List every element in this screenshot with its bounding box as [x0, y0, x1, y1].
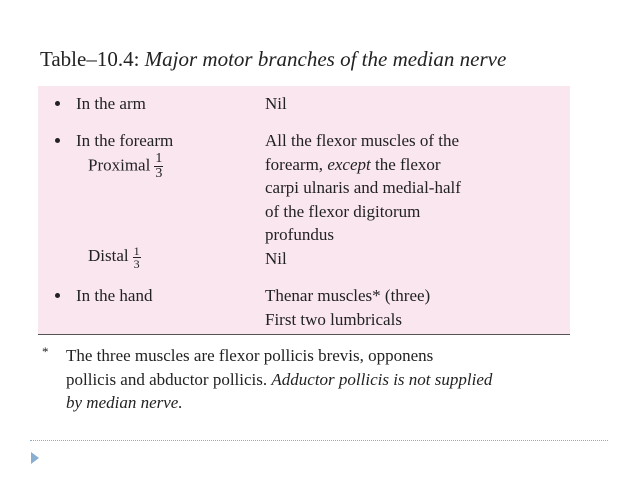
row-forearm-label: In the forearm — [76, 131, 174, 150]
proximal-text: Proximal — [88, 155, 151, 175]
bullet-icon — [55, 293, 60, 298]
forearm-value-line-3: carpi ulnaris and medial-half — [265, 178, 461, 197]
footnote-marker: * — [42, 344, 49, 359]
row-proximal-label — [88, 152, 163, 181]
forearm-value-line-5: profundus — [265, 225, 334, 244]
footnote-line2-a: pollicis and abductor pollicis. — [66, 369, 272, 389]
footnote-line2-b: Adductor pollicis is not supplied — [271, 369, 493, 389]
table-title — [40, 47, 506, 72]
forearm-value-line-1: All the flexor muscles of the — [265, 131, 460, 150]
distal-fraction — [133, 245, 141, 270]
distal-text: Distal — [88, 246, 129, 265]
fraction-denominator: 3 — [155, 166, 163, 181]
forearm-line2-a: forearm, — [265, 154, 328, 174]
table-bottom-rule — [38, 334, 570, 335]
table-number: Table–10.4: — [40, 47, 140, 71]
play-triangle-icon — [31, 452, 39, 464]
footnote-line-2 — [66, 368, 576, 392]
fraction-denominator: 3 — [133, 256, 140, 271]
footnote — [66, 344, 576, 415]
fraction-numerator: 1 — [133, 243, 140, 258]
forearm-line2-c: the flexor — [370, 154, 441, 174]
forearm-line2-except: except — [327, 154, 371, 174]
distal-value: Nil — [265, 248, 287, 268]
footnote-line-3: by median nerve. — [66, 393, 183, 412]
footnote-line-1: The three muscles are flexor pollicis brevis, opponens — [66, 346, 434, 365]
bullet-icon — [55, 101, 60, 106]
row-arm-label: In the arm — [76, 94, 146, 113]
slide-divider — [30, 440, 608, 441]
hand-value-line-2: First two lumbricals — [265, 309, 402, 329]
row-hand-label: In the hand — [76, 286, 153, 305]
forearm-value-line-4: of the flexor digitorum — [265, 201, 421, 221]
proximal-fraction — [154, 152, 163, 181]
hand-value-line-1: Thenar muscles* (three) — [265, 286, 431, 305]
row-distal-label — [88, 244, 141, 270]
row-arm-value: Nil — [265, 94, 287, 113]
fraction-numerator: 1 — [155, 151, 163, 166]
table-caption: Major motor branches of the median nerve — [144, 47, 507, 71]
forearm-value-line-2 — [265, 153, 441, 177]
bullet-icon — [55, 138, 60, 143]
